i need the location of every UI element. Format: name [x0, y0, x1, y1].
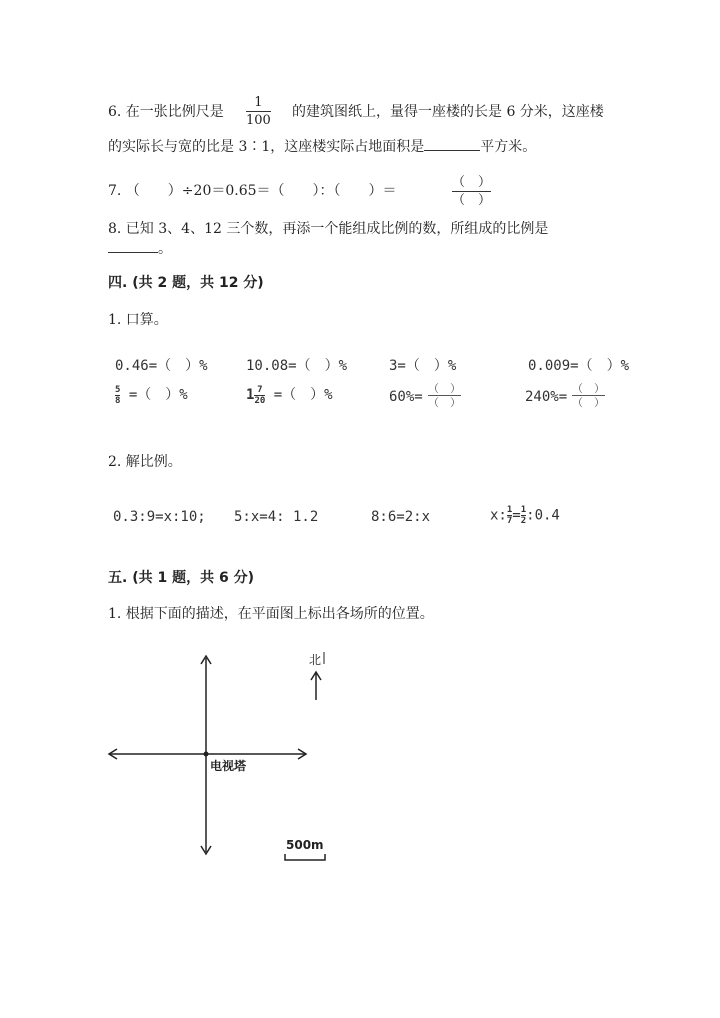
tv-tower-label: 电视塔 [210, 759, 247, 773]
calc-item-2: 10.08=（ ）% [246, 358, 348, 374]
calc7-den: （ ） [428, 396, 461, 409]
calc8-fraction [572, 383, 605, 408]
calc6-whole: 1 [246, 387, 255, 403]
calc5-suffix: =（ ）% [128, 387, 188, 403]
calc-item-3: 3=（ ）% [389, 358, 457, 374]
north-label: 北 [309, 653, 322, 667]
q7-text: 7. （ ）÷20＝0.65＝（ ）：（ ）＝ [108, 183, 397, 199]
calc6-den: 20 [254, 395, 266, 406]
q6-line2-suffix: 平方米。 [480, 139, 537, 155]
eq4-frac2-num: 1 [520, 505, 527, 515]
eq4-tail: :0.4 [526, 507, 560, 524]
q6-line2-prefix: 的实际长与宽的比是 3∶1，这座楼实际占地面积是 [108, 139, 425, 155]
q7-frac-num: （ ） [452, 175, 492, 190]
section4-q1-title: 1. 口算。 [108, 312, 168, 328]
q6-scale-fraction [246, 95, 271, 128]
q7-frac-den: （ ） [452, 193, 492, 208]
proportion-eq-2: 5:x=4: 1.2 [234, 509, 319, 525]
calc-item-1: 0.46=（ ）% [115, 358, 208, 374]
section4-q2-title: 2. 解比例。 [108, 454, 182, 470]
map-arrow-up [201, 656, 211, 664]
section5-heading: 五. (共 1 题，共 6 分) [108, 570, 254, 586]
eq4-frac2-den: 2 [520, 516, 527, 526]
q8-line1: 8. 已知 3、4、12 三个数，再添一个能组成比例的数，所组成的比例是 [108, 221, 549, 237]
proportion-eq-1: 0.3:9=x:10; [113, 509, 206, 525]
eq4-frac1-den: 7 [506, 516, 513, 526]
q8-line2-suffix: 。 [158, 241, 172, 257]
calc5-fraction [115, 385, 120, 406]
q6-suffix: 的建筑图纸上，量得一座楼的长是 6 分米，这座楼 [292, 104, 604, 120]
calc8-den: （ ） [572, 396, 605, 409]
section4-heading: 四. (共 2 题，共 12 分) [108, 275, 264, 291]
q6-line2 [108, 136, 536, 156]
calc5-den: 8 [115, 395, 121, 406]
proportion-eq-4 [490, 505, 560, 526]
q6-frac-den: 100 [246, 113, 271, 128]
calc7-num: （ ） [428, 382, 461, 395]
calc5-num: 5 [115, 384, 121, 395]
section5-q1-title: 1. 根据下面的描述，在平面图上标出各场所的位置。 [108, 606, 434, 622]
calc7-fraction [428, 383, 461, 408]
eq4-frac1-num: 1 [506, 505, 513, 515]
calc6-fraction [254, 385, 265, 406]
calc7-prefix: 60%= [389, 389, 423, 405]
tv-tower-point [204, 752, 209, 757]
scale-bar [285, 854, 325, 860]
scale-label: 500m [286, 838, 324, 852]
q8-answer-blank[interactable] [108, 240, 158, 253]
q8-line2 [108, 238, 172, 258]
calc-item-4: 0.009=（ ）% [528, 358, 630, 374]
eq4-x: x: [490, 507, 507, 524]
calc6-suffix: =（ ）% [273, 387, 333, 403]
proportion-eq-3: 8:6=2:x [371, 509, 431, 525]
q6-prefix: 6. 在一张比例尺是 [108, 104, 224, 120]
q7-fraction [452, 175, 491, 208]
eq4-eq: = [512, 507, 521, 524]
calc6-num: 7 [257, 384, 263, 395]
q6-answer-blank[interactable] [424, 138, 480, 151]
calc8-num: （ ） [572, 382, 605, 395]
map-arrow-left [109, 749, 117, 759]
q6-frac-num: 1 [254, 95, 263, 110]
calc-item-5 [115, 384, 188, 406]
north-arrow-head [311, 672, 321, 680]
q6-line1 [108, 101, 224, 121]
calc-item-6 [246, 384, 333, 406]
map-arrow-down [201, 846, 211, 854]
calc8-prefix: 240%= [525, 389, 568, 405]
map-arrow-right [298, 749, 306, 759]
